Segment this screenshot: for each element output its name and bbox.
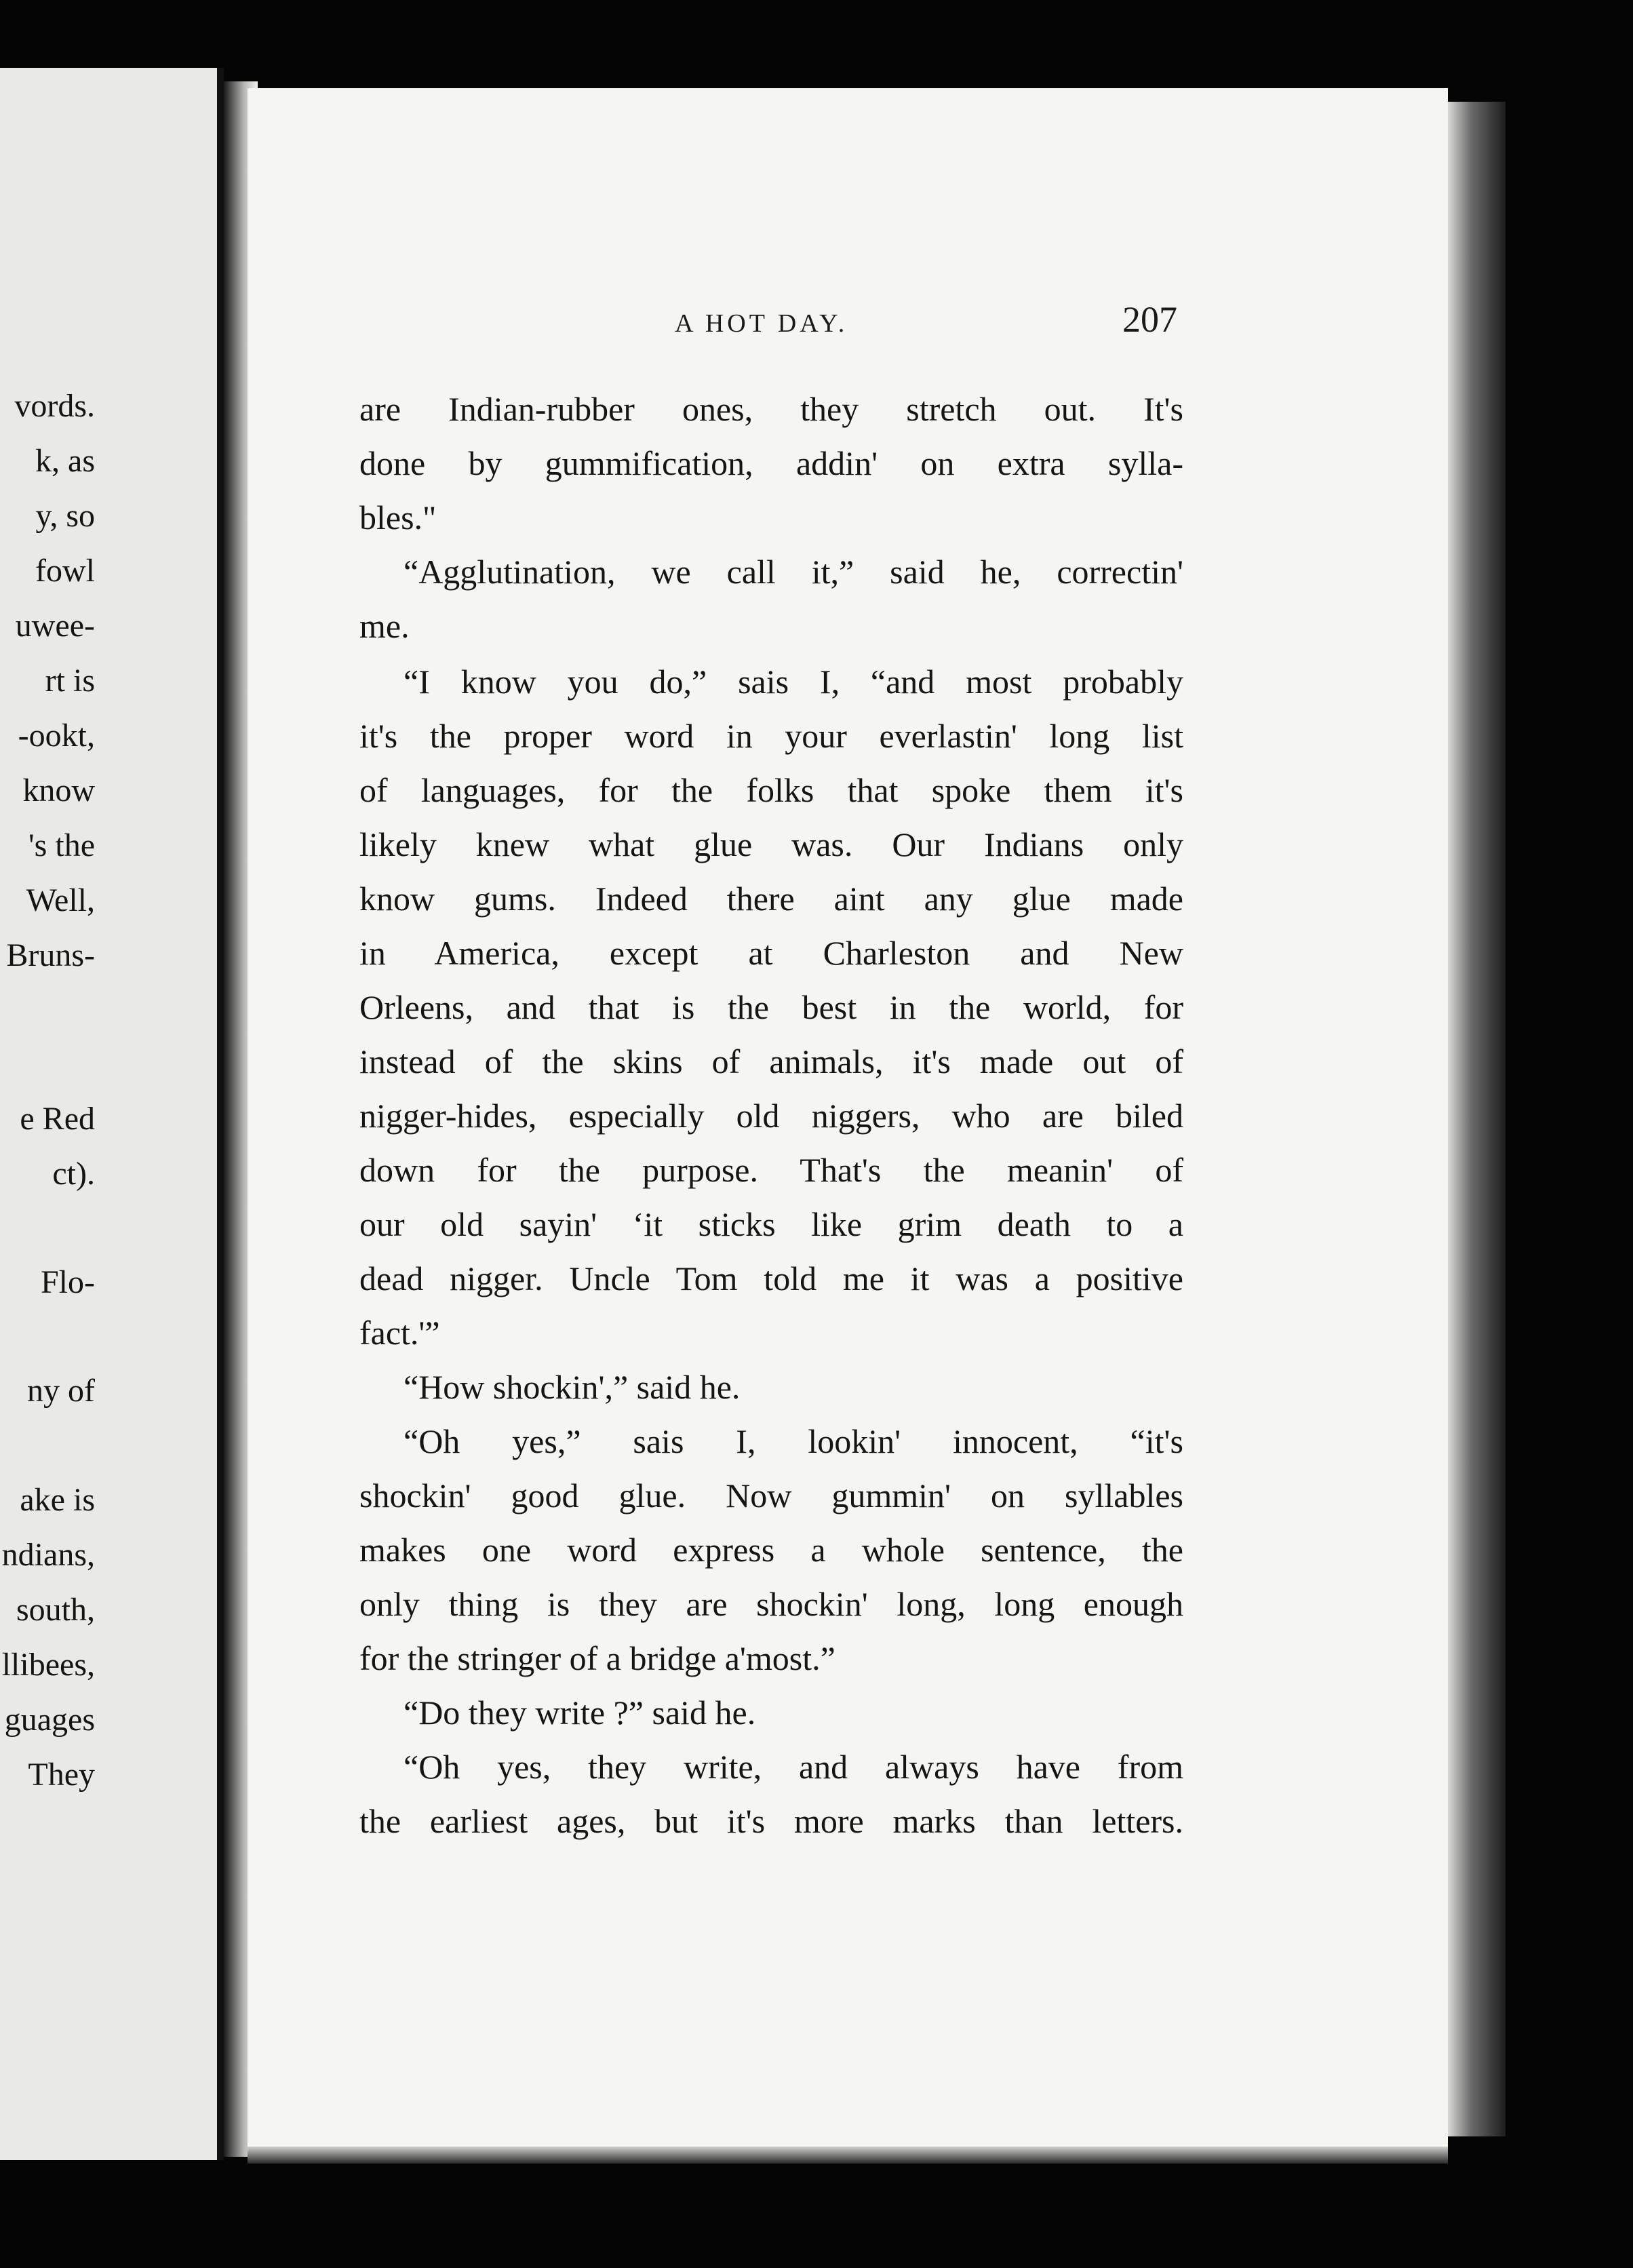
left-line: Bruns- bbox=[6, 937, 95, 973]
text-line: “How shockin',” said he. bbox=[404, 1368, 741, 1406]
left-line: guages bbox=[4, 1702, 95, 1738]
left-line: uwee- bbox=[15, 608, 95, 644]
text-line: “I know you do,” sais I, “and most probably bbox=[404, 663, 1183, 701]
text-line: bles." bbox=[359, 498, 437, 536]
left-page bbox=[0, 68, 224, 2160]
left-line: y, so bbox=[35, 498, 95, 534]
left-line: 's the bbox=[28, 827, 95, 863]
left-line: rt is bbox=[45, 663, 95, 699]
text-line: know gums. Indeed there aint any glue made bbox=[359, 880, 1183, 918]
left-line: k, as bbox=[35, 443, 95, 479]
text-line: nigger-hides, especially old niggers, who are biled bbox=[359, 1097, 1183, 1135]
text-line: instead of the skins of animals, it's made out of bbox=[359, 1042, 1183, 1080]
text-line: our old sayin' ‘it sticks like grim death to a bbox=[359, 1205, 1183, 1243]
left-line: fowl bbox=[35, 553, 95, 589]
text-line: fact.'” bbox=[359, 1314, 440, 1352]
text-line: “Do they write ?” said he. bbox=[404, 1694, 756, 1732]
text-line: in America, except at Charleston and New bbox=[359, 934, 1183, 972]
left-line: ake is bbox=[20, 1482, 95, 1518]
left-line: vords. bbox=[14, 388, 95, 424]
text-line: Orleens, and that is the best in the world, for bbox=[359, 988, 1183, 1026]
text-line: “Oh yes, they write, and always have from bbox=[404, 1748, 1183, 1786]
left-line: They bbox=[28, 1757, 95, 1793]
text-line: dead nigger. Uncle Tom told me it was a positive bbox=[359, 1259, 1183, 1297]
text-line: “Agglutination, we call it,” said he, correctin' bbox=[404, 553, 1183, 591]
text-line: likely knew what glue was. Our Indians only bbox=[359, 825, 1183, 863]
text-line: makes one word express a whole sentence, the bbox=[359, 1531, 1183, 1569]
left-line: e Red bbox=[20, 1101, 95, 1137]
left-page-edge bbox=[217, 68, 224, 2160]
text-line: only thing is they are shockin' long, long enough bbox=[359, 1585, 1183, 1623]
text-line: “Oh yes,” sais I, lookin' innocent, “it's bbox=[404, 1422, 1183, 1460]
page-bottom-edge bbox=[248, 2147, 1448, 2164]
text-line: shockin' good glue. Now gummin' on syllables bbox=[359, 1477, 1183, 1514]
text-line: for the stringer of a bridge a'most.” bbox=[359, 1639, 835, 1677]
text-line: down for the purpose. That's the meanin' of bbox=[359, 1151, 1183, 1189]
left-line: know bbox=[22, 773, 95, 808]
page-stack-edge bbox=[1448, 102, 1506, 2136]
page-number: 207 bbox=[1122, 299, 1177, 340]
left-line: llibees, bbox=[1, 1647, 95, 1683]
left-line: ct). bbox=[52, 1156, 95, 1192]
text-line: me. bbox=[359, 607, 410, 645]
text-line: done by gummification, addin' on extra sylla- bbox=[359, 444, 1183, 482]
left-line: Flo- bbox=[40, 1264, 95, 1300]
text-line: it's the proper word in your everlastin' long list bbox=[359, 717, 1183, 755]
running-head: A HOT DAY. bbox=[675, 309, 848, 338]
text-line: are Indian-rubber ones, they stretch out. It's bbox=[359, 390, 1183, 428]
text-line: of languages, for the folks that spoke them it's bbox=[359, 771, 1183, 809]
text-line: the earliest ages, but it's more marks than letters. bbox=[359, 1802, 1183, 1840]
left-line: ndians, bbox=[1, 1537, 95, 1573]
left-line: ny of bbox=[27, 1373, 95, 1409]
left-line: south, bbox=[16, 1592, 95, 1628]
left-line: -ookt, bbox=[18, 718, 95, 754]
left-line: Well, bbox=[26, 882, 95, 918]
